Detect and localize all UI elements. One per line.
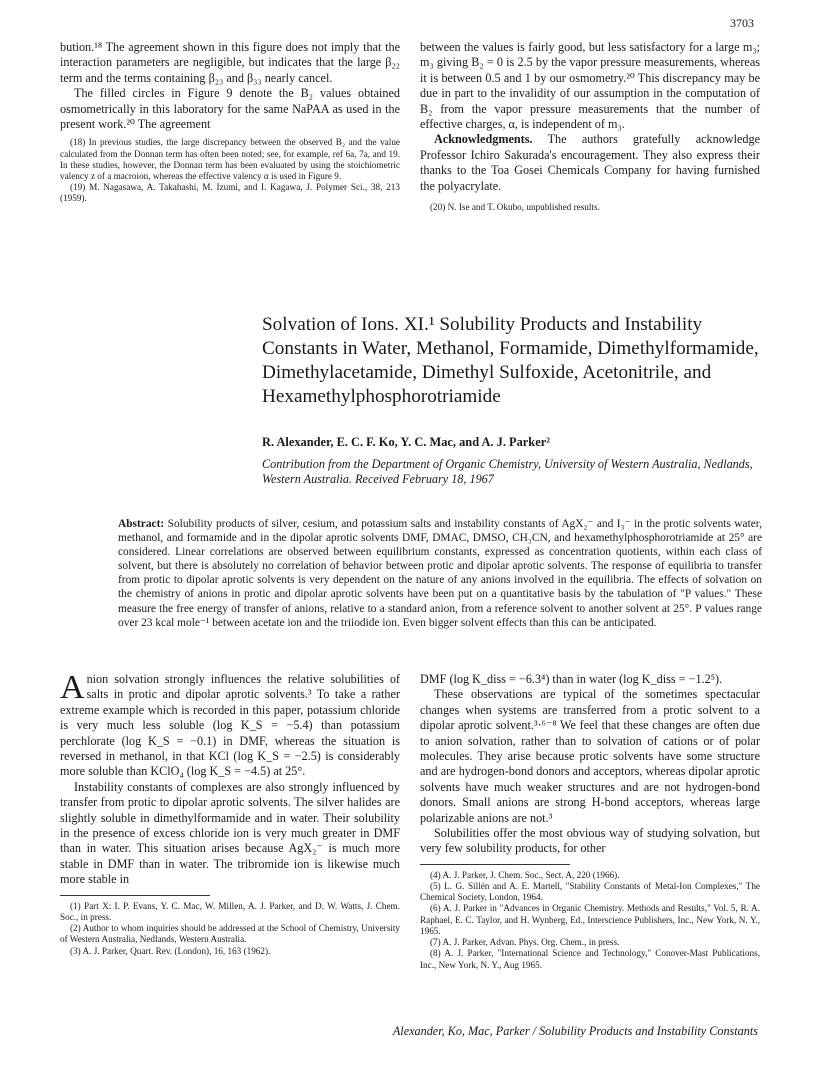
article-title: Solvation of Ions. XI.¹ Solubility Products and Instability Constants in Water, Methanol, Formamide, Dimethylformamide, Dimethylacetamide, Dimethyl Sulfoxide, Acetonitrile, and Hexamethylphosphorotriamide	[262, 314, 759, 407]
footnote-2: (2) Author to whom inquiries should be addressed at the School of Chemistry, University of Western Australia, Nedlands, Western Australia.	[60, 923, 400, 945]
abstract	[118, 517, 762, 630]
footnote-6: (6) A. J. Parker in "Advances in Organic Chemistry. Methods and Results," Vol. 5, R. A. Raphael, E. C. Taylor, and H. Wynberg, Ed., Interscience Publishers, Inc., New York, N. Y., 1965.	[420, 903, 760, 936]
footnote-19: (19) M. Nagasawa, A. Takahashi, M. Izumi, and I. Kagawa, J. Polymer Sci., 38, 213 (1959).	[60, 182, 400, 204]
article-affiliation: Contribution from the Department of Organic Chemistry, University of Western Australia, Nedlands, Western Australia. Received February 18, 1967	[262, 457, 753, 486]
footnote-4: (4) A. J. Parker, J. Chem. Soc., Sect. A, 220 (1966).	[430, 869, 620, 880]
drop-cap: A	[60, 669, 85, 706]
footnote-8: (8) A. J. Parker, "International Science and Technology," Conover-Mast Publications, Inc., New York, N. Y., Aug 1965.	[420, 948, 760, 970]
footnote-1: (1) Part X: I. P. Evans, Y. C. Mac, W. Millen, A. J. Parker, and D. W. Watts, J. Chem. Soc., in press.	[60, 900, 400, 922]
acknowledgments-label: Acknowledgments.	[434, 132, 533, 147]
footnote-7: (7) A. J. Parker, Advan. Phys. Org. Chem., in press.	[430, 937, 620, 948]
paragraph: Instability constants of complexes are also strongly influenced by transfer from protic to dipolar aprotic solvents. The silver halides are slightly soluble in dimethylformamide and in water. Their solubility in the presence of excess chloride ion is very much greater in DMF than in water. This situation arises because AgX₂⁻ is much more stable in DMF than in water. The tribromide ion is likewise much more stable in	[60, 779, 400, 887]
footnotes	[60, 901, 400, 957]
top-left-column	[60, 40, 400, 205]
abstract-text: Solubility products of silver, cesium, and potassium salts and instability constants of AgX₂⁻ and I₃⁻ in the protic solvents water, methanol, and formamide and in the dipolar aprotic solvents DMF, DMAC, DMSO, CH₃CN, and hexamethylphosphorotriamide at 25° are considered. Linear correlations are observed between equilibrium constants, expressed as concentration quotients, within each class of solvent, but there is absolutely no correlation of behavior between protic and dipolar aprotic solvents. The response of equilibria to transfer from protic to dipolar aprotic solvents is very dependent on the nature of any anions involved in the equilibria. The effects of solvation on the chemistry of anions in protic and dipolar aprotic solvents have been put on a quantitative basis by the tabulation of "P values." These measure the free energy of transfer of anions, relative to a standard anion, from a reference solvent to another solvent at 25°. P values range over 23 kcal mole⁻¹ between acetate ion and the triiodide ion. Even bigger solvent effects than this can be anticipated.	[118, 518, 762, 629]
footnotes	[60, 137, 400, 204]
paragraph: Solubilities offer the most obvious way of studying solvation, but very few solubility products, for other	[420, 826, 760, 856]
footnotes	[420, 202, 760, 213]
footnote-3: (3) A. J. Parker, Quart. Rev. (London), 16, 163 (1962).	[70, 945, 271, 956]
paragraph	[60, 669, 400, 780]
footnote-rule	[60, 895, 210, 896]
bottom-right-column	[420, 672, 760, 971]
footnote-5: (5) L. G. Sillén and A. E. Martell, "Stability Constants of Metal-Ion Complexes," The Chemical Society, London, 1964.	[420, 881, 760, 903]
footnote-18: (18) In previous studies, the large discrepancy between the observed B₂ and the value calculated from the Donnan term has often been noted; see, for example, ref 6a, 7a, and 19. In these studies, however, the Donnan term has been evaluated by using the stoichiometric valency z of a macroion, whereas the effective valency α is used in Figure 9.	[60, 137, 400, 182]
footnotes	[420, 870, 760, 971]
acknowledgments-text: The authors gratefully acknowledge Professor Ichiro Sakurada's encouragement. They also express their thanks to the Toa Gosei Chemicals Company for having furnished the polyacrylate.	[420, 132, 760, 193]
top-right-column	[420, 40, 760, 213]
page-number: 3703	[730, 16, 754, 30]
paragraph: The filled circles in Figure 9 denote the B₂ values obtained osmometrically in this laboratory for the same NaPAA as used in the present work.²⁰ The agreement	[60, 86, 400, 132]
article-authors: R. Alexander, E. C. F. Ko, Y. C. Mac, and A. J. Parker²	[262, 435, 550, 449]
abstract-label: Abstract:	[118, 518, 165, 530]
footnote-20: (20) N. Ise and T. Okubo, unpublished results.	[430, 202, 600, 213]
running-footer: Alexander, Ko, Mac, Parker / Solubility Products and Instability Constants	[392, 1024, 758, 1038]
acknowledgments	[420, 132, 760, 194]
paragraph-text: nion solvation strongly influences the relative solubilities of salts in protic and dipolar aprotic solvents.³ To take a rather extreme example which is recorded in this paper, potassium chloride is very much less soluble (log K_S = −5.4) than potassium perchlorate (log K_S = −0.1) in DMF, whereas the situation is reversed in methanol, in that KCl (log K_S = −2.5) is considerably more soluble than KClO₄ (log K_S = −4.5) at 25°.	[60, 672, 400, 779]
paragraph: DMF (log K_diss = −6.3⁴) than in water (log K_diss = −1.2⁵).	[420, 672, 723, 686]
paragraph: bution.¹⁸ The agreement shown in this figure does not imply that the interaction parameters are negligible, but indicates that the large β₂₂ term and the terms containing β₂₃ and β₃₃ nearly cancel.	[60, 40, 400, 85]
paragraph: between the values is fairly good, but less satisfactory for a large m₃; m₃ giving B₂ = 0 is 2.5 by the vapor pressure measurements, whereas it is between 0.5 and 1 by our osmometry.²⁰ This discrepancy may be due in part to the invalidity of our assumption in the computation of B₂ from the vapor pressure measurements that the number of effective charges, α, is independent of m₃.	[420, 40, 760, 132]
paragraph: These observations are typical of the sometimes spectacular changes when systems are transferred from a protic solvent to a dipolar aprotic solvent.³·⁶⁻⁸ We feel that these changes are often due to anion solvation, rather than to solvation of cations or of polar molecules. They arise because protic solvents have some structure and are hydrogen-bond donors and acceptors, whereas dipolar aprotic solvents have much weaker structures and are not hydrogen-bond donors. Small anions are strong H-bond acceptors, whereas large polarizable anions are not.³	[420, 687, 760, 825]
bottom-left-column	[60, 669, 400, 957]
footnote-rule	[420, 864, 570, 865]
